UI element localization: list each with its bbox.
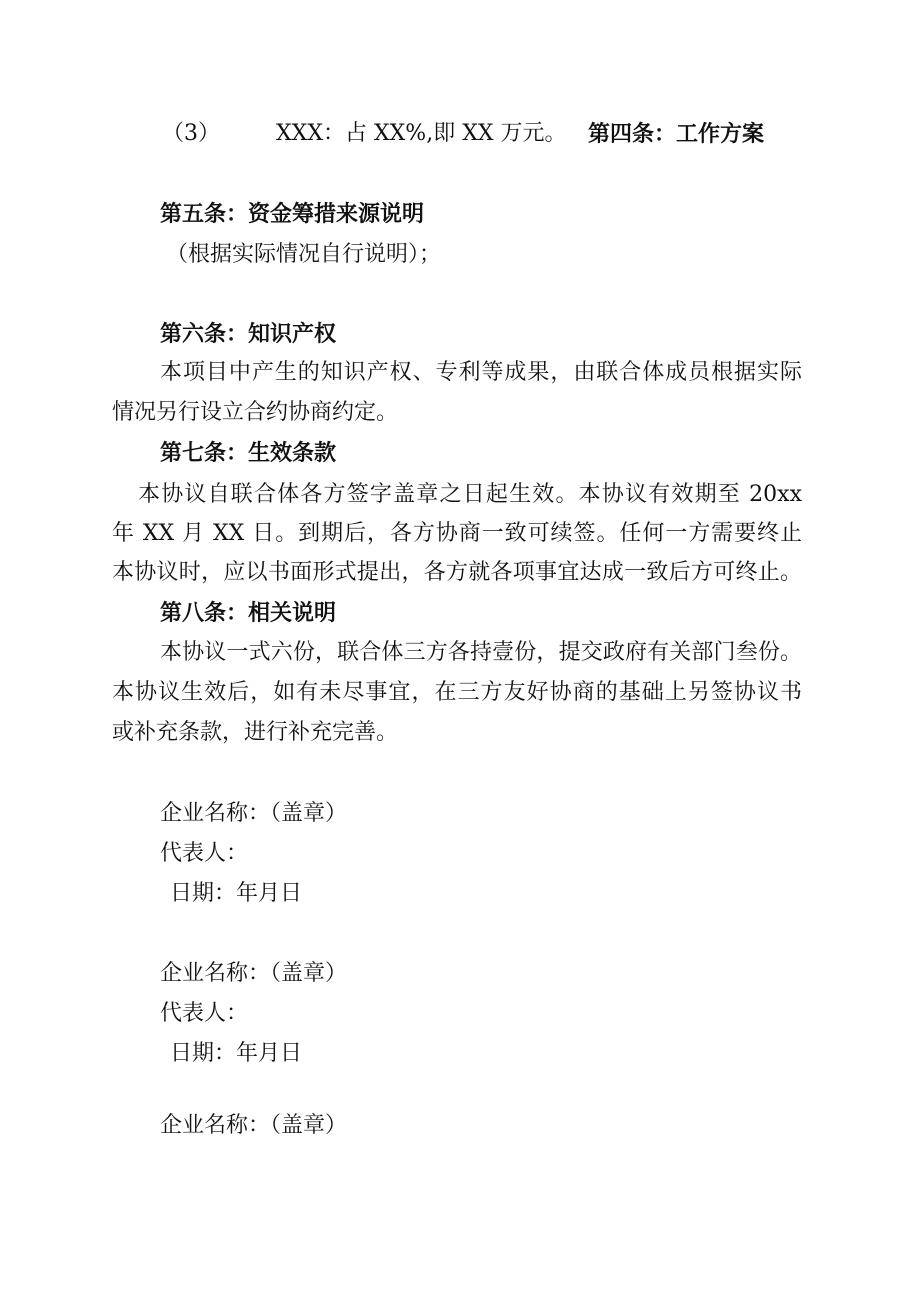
signature-company-2: 企业名称：（盖章） [160, 961, 348, 986]
article7-line-2: 年 XX 月 XX 日。到期后，各方协商一致可续签。任何一方需要终止 [112, 521, 802, 546]
article7-heading: 第七条：生效条款 [160, 440, 337, 466]
article5-body: （根据实际情况自行说明）； [166, 242, 442, 267]
article8-heading: 第八条：相关说明 [160, 600, 337, 626]
item3-text: XXX：占 XX%,即 XX 万元。 [276, 121, 567, 146]
signature-date-1: 日期：年月日 [170, 881, 303, 906]
signature-company-1: 企业名称：（盖章） [160, 801, 348, 826]
item3-marker: （3） [162, 121, 220, 146]
article5-heading: 第五条：资金筹措来源说明 [160, 201, 425, 227]
article6-line-1: 本项目中产生的知识产权、专利等成果，由联合体成员根据实际 [160, 360, 802, 385]
signature-rep-1: 代表人： [160, 841, 249, 866]
article8-line-1: 本协议一式六份，联合体三方各持壹份，提交政府有关部门叁份。 [160, 640, 802, 665]
article6-line-2: 情况另行设立合约协商约定。 [112, 400, 399, 425]
article8-line-2: 本协议生效后，如有未尽事宜，在三方友好协商的基础上另签协议书 [112, 680, 802, 705]
article6-heading: 第六条：知识产权 [160, 321, 337, 347]
article4-heading: 第四条：工作方案 [588, 121, 765, 147]
article7-line-3: 本协议时，应以书面形式提出，各方就各项事宜达成一致后方可终止。 [112, 560, 802, 585]
signature-company-3: 企业名称：（盖章） [160, 1113, 348, 1138]
article8-line-3: 或补充条款，进行补充完善。 [112, 720, 399, 745]
signature-date-2: 日期：年月日 [170, 1041, 303, 1066]
article7-line-1: 本协议自联合体各方签字盖章之日起生效。本协议有效期至 20xx [138, 482, 802, 507]
signature-rep-2: 代表人： [160, 1001, 249, 1026]
